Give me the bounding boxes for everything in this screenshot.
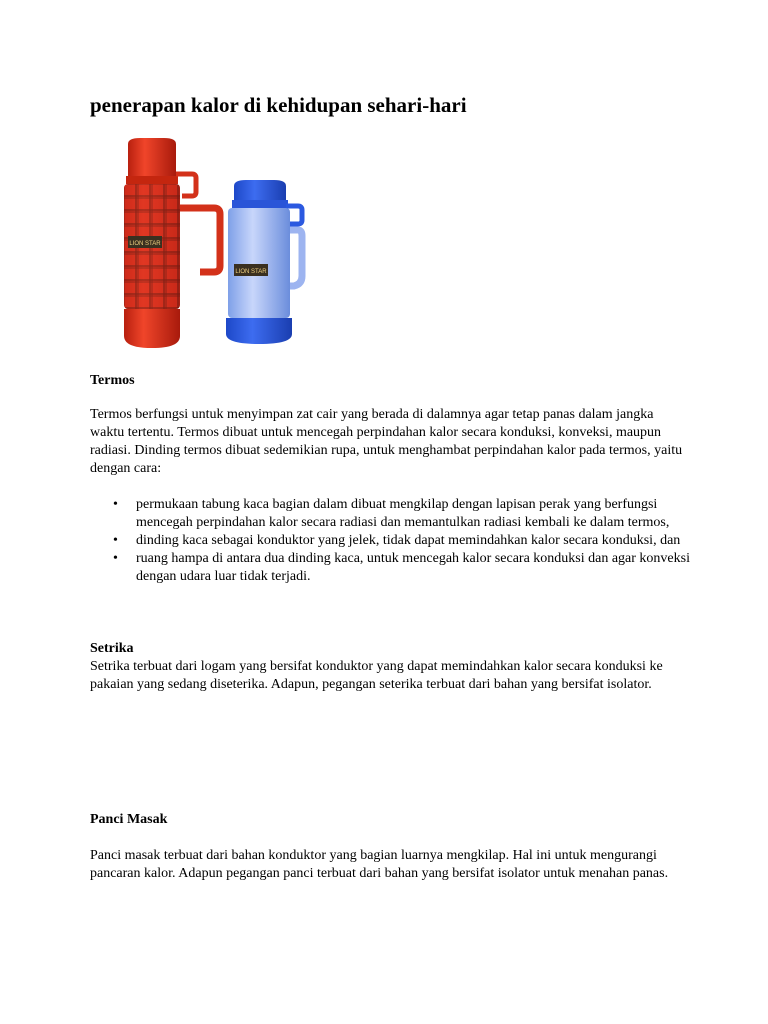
section-heading-setrika: Setrika <box>90 641 134 656</box>
bullet-icon: • <box>113 551 118 566</box>
page-title: penerapan kalor di kehidupan sehari-hari <box>90 93 467 117</box>
blue-thermos-label: LION STAR <box>235 269 267 275</box>
paragraph-termos: Termos berfungsi untuk menyimpan zat cair yang berada di dalamnya agar tetap panas dalam jangka waktu tertentu. Termos dibuat untuk mencegah perpindahan kalor secara konduksi, konveksi, maupun radiasi. Dinding termos dibuat sedemikian rupa, untuk menghambat perpindahan kalor pada termos, yaitu dengan cara: <box>90 407 683 476</box>
list-item: • dinding kaca sebagai konduktor yang jelek, tidak dapat memindahkan kalor secara konduksi, dan <box>113 533 681 548</box>
red-thermos <box>124 138 220 348</box>
red-thermos-label: LION STAR <box>129 241 161 247</box>
blue-thermos <box>226 180 302 344</box>
paragraph-setrika: Setrika terbuat dari logam yang bersifat konduktor yang dapat memindahkan kalor secara konduksi ke pakaian yang sedang diseterika. Adapun, pegangan seterika terbuat dari bahan yang bersifat isolator. <box>90 659 663 692</box>
termos-bullet-list <box>90 496 690 586</box>
list-item: • permukaan tabung kaca bagian dalam dibuat mengkilap dengan lapisan perak yang berfungsi mencegah perpindahan kalor secara radiasi dan memantulkan radiasi kembali ke dalam termos, <box>113 497 670 530</box>
bullet-icon: • <box>113 533 118 548</box>
section-heading-panci-masak: Panci Masak <box>90 812 168 827</box>
section-heading-termos: Termos <box>90 373 135 388</box>
paragraph-panci-masak: Panci masak terbuat dari bahan konduktor yang bagian luarnya mengkilap. Hal ini untuk mengurangi pancaran kalor. Adapun pegangan panci terbuat dari bahan yang bersifat isolator untuk menahan panas. <box>90 848 669 881</box>
thermos-flasks-image <box>118 136 308 358</box>
bullet-icon: • <box>113 497 118 512</box>
list-item: • ruang hampa di antara dua dinding kaca, untuk mencegah kalor secara konduksi dan agar konveksi dengan udara luar tidak terjadi. <box>113 551 690 584</box>
